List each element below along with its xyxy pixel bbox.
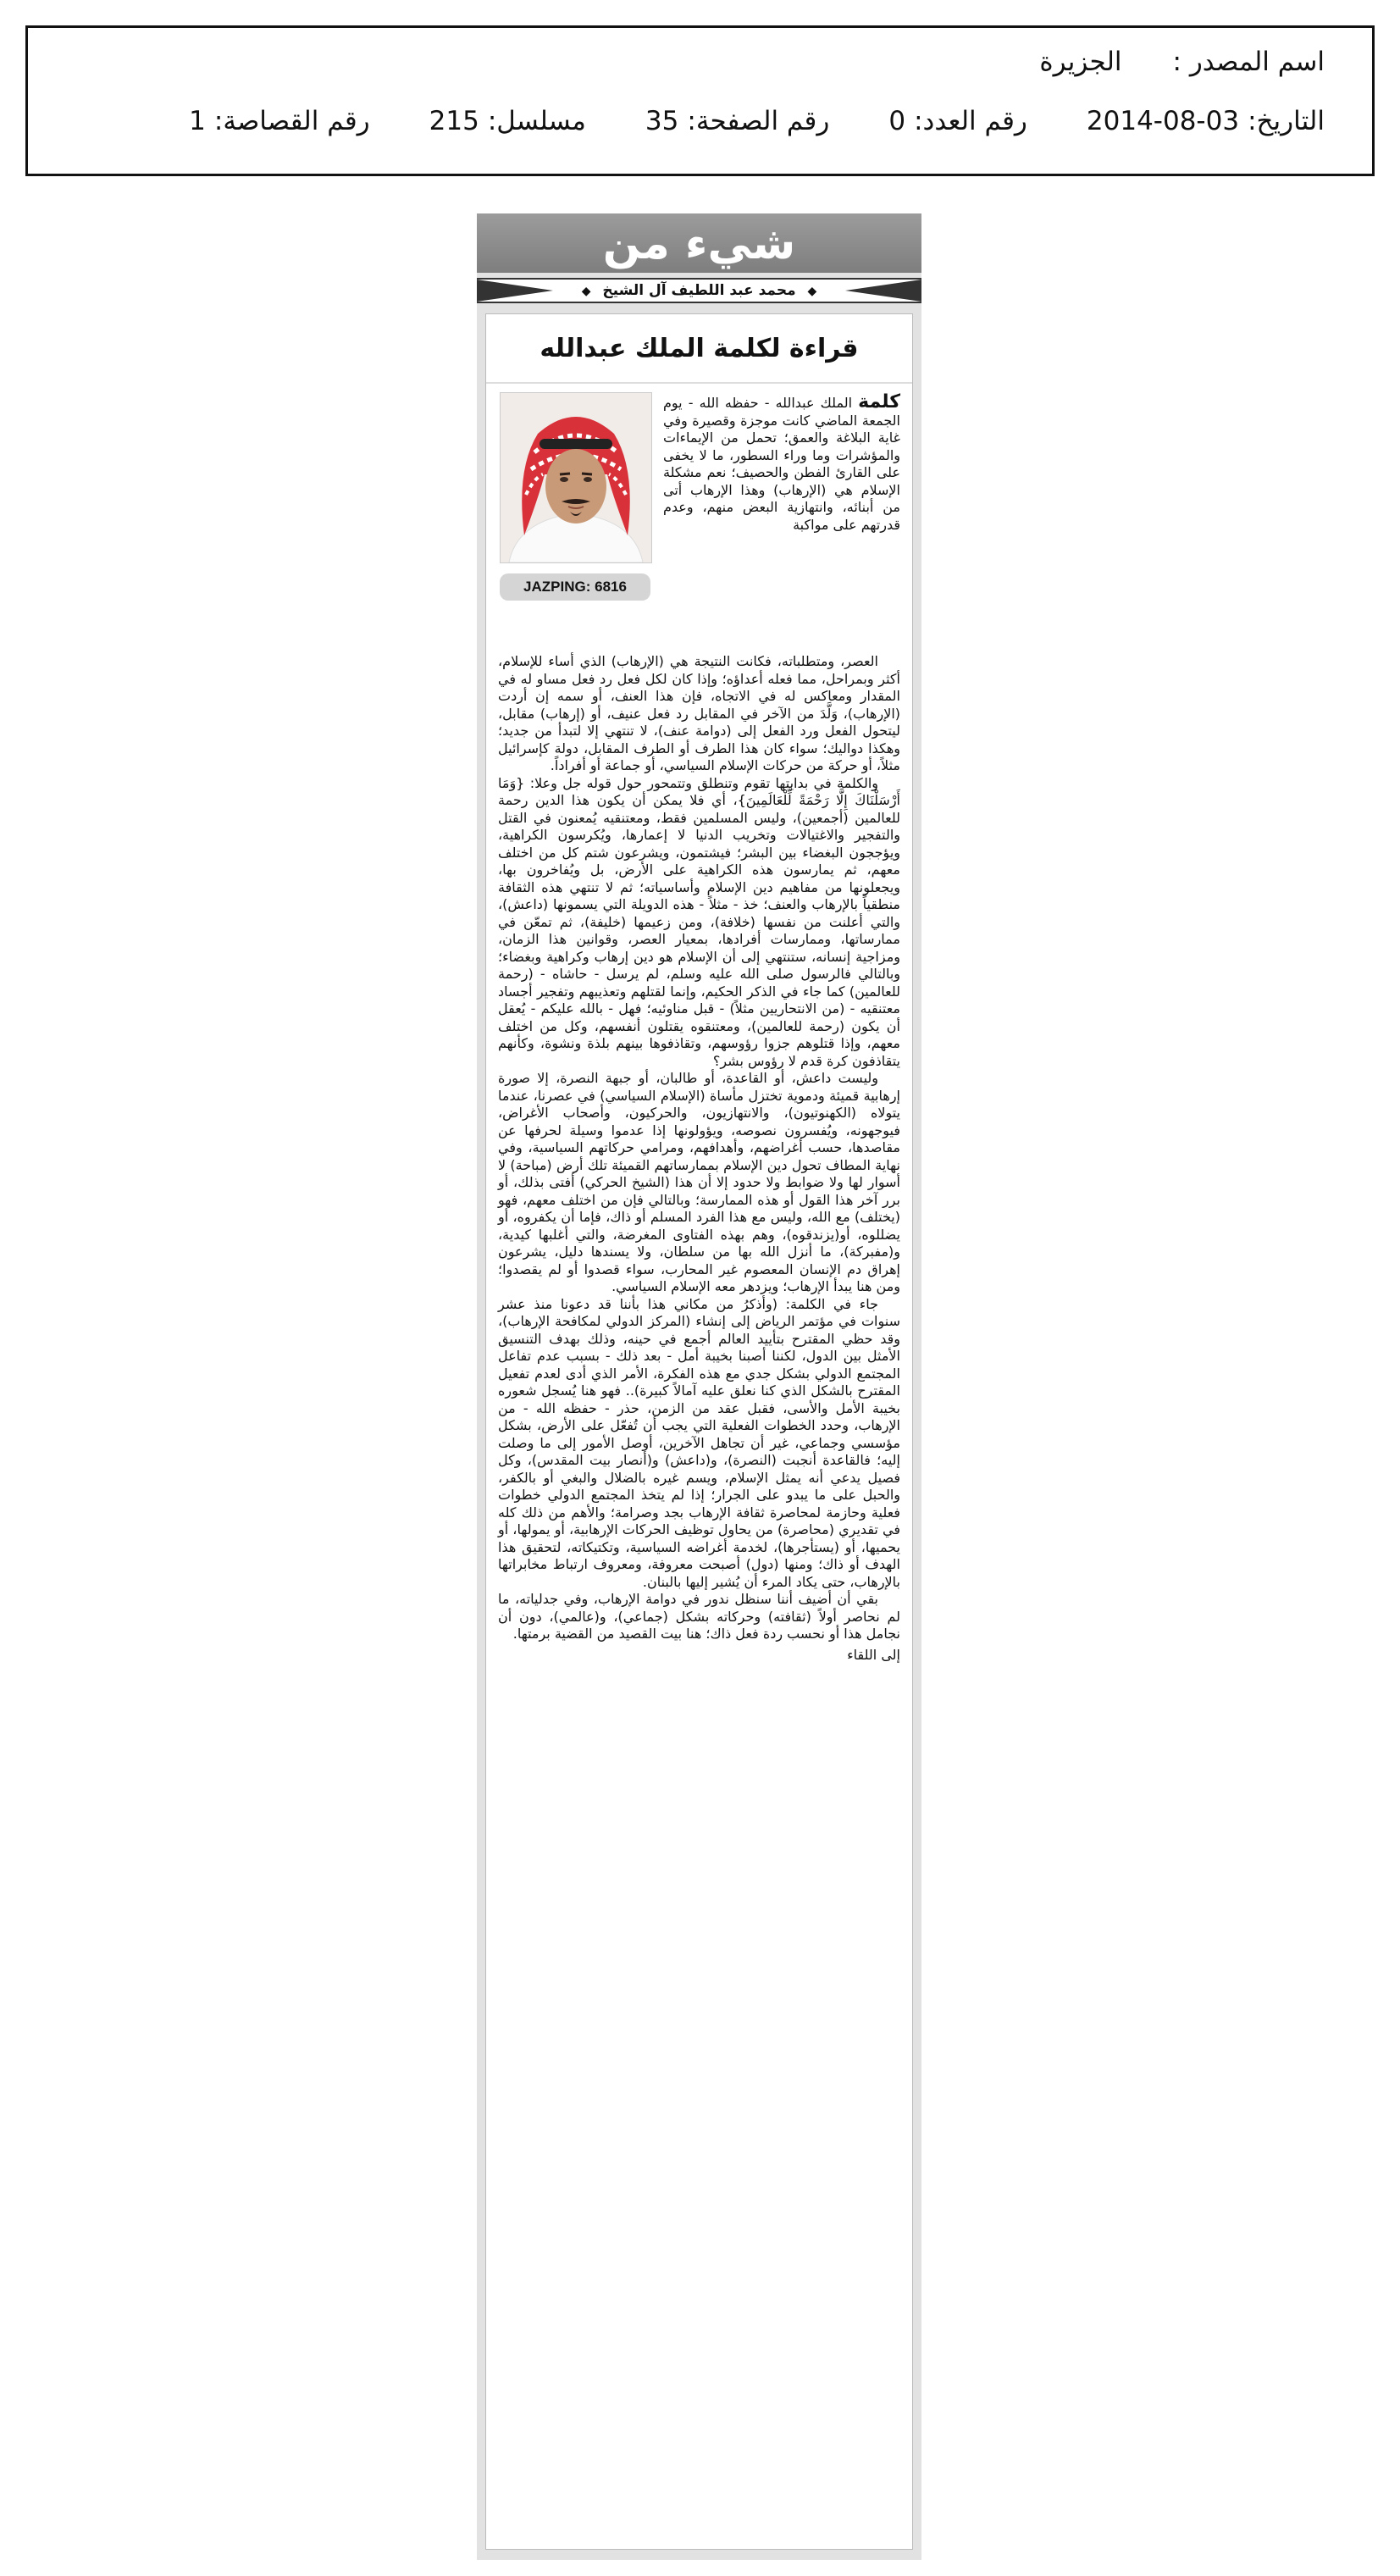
diamond-icon: ◆ [581,285,591,298]
source-value: الجزيرة [1039,47,1122,77]
serial-label: مسلسل: [487,106,586,136]
paragraph: جاء في الكلمة: (وأذكرُ من مكاني هذا بأننا قد دعونا منذ عشر سنوات في مؤتمر الرياض إلى إنشاء (المركز الدولي لمكافحة الإرهاب)، وقد حظي المقترح بتأييد العالم أجمع في حينه، وذلك بهدف التنسيق الأمثل بين الدول، لكننا أصبنا بخيبة أمل - بعد ذلك - بسبب عدم تفاعل المجتمع الدولي بشكل جدي مع هذه الفكرة، الأمر الذي أدى لعدم تفعيل المقترح بالشكل الذي كنا نعلق عليه آمالاً كبيرة).. فهو هنا يُسجل شعوره بخيبة الأمل والأسى، فقبل عقد من الزمن، حذر - حفظه الله - من الإرهاب، وحدد الخطوات الفعلية التي يجب أن تُفعّل على الأرض، بشكل مؤسسي وجماعي، غير أن تجاهل الآخرين، أوصل الأمور إلى ما وصلت إليه؛ فالقاعدة أنجبت (النصرة)، و(داعش) و(أنصار بيت المقدس)، وكل فصيل يدعي أنه يمثل الإسلام، ويسم غيره بالضلال والبغي أو بالكفر، والحبل على ما يبدو على الجرار؛ إذا لم يتخذ المجتمع الدولي خطوات فعلية وحازمة لمحاصرة ثقافة الإرهاب بجد وصرامة؛ والأهم من ذلك كله في تقديري (محاصرة) من يحاول توظيف الحركات الإرهابية، أو يمولها، أو يحميها، أو (يستأجرها)، لخدمة أغراضه السياسية، وتكتيكاته، لتحقيق هذا الهدف أو ذاك؛ ومنها (دول) أصبحت معروفة، ومعروف ارتباط مخابراتها بالإرهاب، حتى يكاد المرء أن يُشير إليها بالبنان. [498,1295,900,1590]
author-byline [477,280,921,302]
article-headline: قراءة لكلمة الملك عبدالله [486,314,912,384]
date-value: 2014-08-03 [1086,106,1240,136]
metadata-row-source [75,47,1325,77]
metadata-row-details [75,106,1325,136]
source-label: اسم المصدر : [1172,47,1325,77]
article-text [498,653,900,1664]
clip-number-label: رقم القصاصة: [213,106,370,136]
jazping-id-badge: JAZPING: 6816 [500,573,650,601]
serial-value: 215 [429,106,479,136]
author-name: محمد عبد اللطيف آل الشيخ [602,282,796,299]
lead-kicker: كلمة [858,391,900,413]
paragraph: وليست داعش، أو القاعدة، أو طالبان، أو جبهة النصرة، إلا صورة إرهابية قميئة ودموية تختزل مأساة (الإسلام السياسي) في عصرنا، عندما يتولاه (الكهنوتيون)، والانتهازيون، والحركيون، وأصحاب الأغراض، فيوجهونه، ويُفسرون نصوصه، ويؤولونها إذا عدموا وسيلة لحرفها عن مقاصدها، حسب أغراضهم، وأهدافهم، ومرامي حركاتهم السياسية، وفي نهاية المطاف تحول دين الإسلام بممارساتهم القميئة تلك أرض (مباحة) لا أسوار لها ولا ضوابط ولا حدود إلا أن هذا (الشيخ الحركي) أفتى بذلك، أو برر آخر هذا القول أو هذه الممارسة؛ وبالتالي فإن من اختلف معهم، فهو (يختلف) مع الله، وليس مع هذا الفرد المسلم أو ذاك، فإما أن يكفروه، أو يضللوه، أو(يزندقوه)، وهم بهذه الفتاوى المغرضة، والتي أغلبها كيدية، و(مفبركة)، ما أنزل الله بها من سلطان، ولا يسندها دليل، يشرعون إهراق دم الإنسان المعصوم غير المحارب، سواء قصدوا أو لم يقصدوا؛ ومن هنا يبدأ الإرهاب؛ ويزدهر معه الإسلام السياسي. [498,1070,900,1294]
paragraph: العصر، ومتطلباته، فكانت النتيجة هي (الإرهاب) الذي أساء للإسلام، أكثر وبمراحل، مما فعله أعداؤه؛ وإذا كان لكل فعل رد فعل مساو له في المقدار ومعاكس له في الاتجاه، فإن هذا العنف، أو سمه إن أردت (الإرهاب)، وَلَّدَ من الآخر في المقابل رد فعل عنيف، أو (إرهاب) مقابل، ليتحول الفعل ورد الفعل إلى (دوامة عنف)، لا تنتهي إلا لتبدأ من جديد؛ وهكذا دواليك؛ سواء كان هذا الطرف أو الطرف المقابل، دولة كإسرائيل مثلاً، أو حركة من حركات الإسلام السياسي، أو جماعة أو أفراداً. [498,653,900,773]
issue-label: رقم العدد: [914,106,1027,136]
issue-value: 0 [888,106,906,136]
author-portrait-icon [501,393,651,562]
article-lead [663,391,900,534]
diamond-icon: ◆ [807,285,817,298]
clip-number-value: 1 [189,106,206,136]
newspaper-clipping [477,213,921,2560]
page-value: 35 [645,106,679,136]
lead-paragraph: الملك عبدالله - حفظه الله - يوم الجمعة الماضي كانت موجزة وقصيرة وفي غاية البلاغة والعمق؛ تحمل من الإيماءات والمؤشرات وما وراء السطور، ما لا يخفى على القارئ الفطن والحصيف؛ نعم مشكلة الإسلام هي (الإرهاب) وهذا الإرهاب أتى من أبنائه، وانتهازية البعض منهم، وعدم قدرتهم على مواكبة [663,395,900,533]
article-body-panel [485,313,913,2550]
clipping-metadata-box [25,25,1375,176]
author-photo [500,392,652,563]
article-signoff: إلى اللقاء [847,1646,900,1663]
column-banner: شيء من [477,213,921,273]
page-label: رقم الصفحة: [687,106,830,136]
paragraph: والكلمة في بدايتها تقوم وتنطلق وتتمحور حول قوله جل وعلا: {وَمَا أَرْسَلْنَاكَ إِلَّا رَحْمَةً لِّلْعَالَمِينَ}، أي فلا يمكن أن يكون هذا الدين رحمة للعالمين (أجمعين)، وليس المسلمين فقط، ومعتنقيه يُمعنون في القتل والتفجير والاغتيالات وتخريب الدنيا لا إعمارها، ويُكرسون الكراهية، ويؤججون البغضاء بين البشر؛ فيشتمون، ويشرعون شتم كل من اختلف معهم، ثم يمارسون هذه الكراهية على الأرض، بل ويُفاخرون بها، ويجعلونها من مفاهيم دين الإسلام وأساسياته؛ ثم لا تنتهي هذه الثقافة منطقياً بالإرهاب والعنف؛ خذ - مثلاً - هذه الدويلة التي يسمونها (داعش)، والتي أعلنت من نفسها (خلافة)، ومن زعيمها (خليفة)، ثم تمعّن في ممارساتها، وممارسات أفرادها، بمعيار العصر، وقوانين هذا الزمان، ومزاجية إنسانه، ستنتهي إلى أن الإسلام هو دين إرهاب وكراهية وبغضاء؛ وبالتالي فالرسول صلى الله عليه وسلم، لم يرسل - حاشاه - (رحمة للعالمين) كما جاء في الذكر الحكيم، وإنما لقتلهم وتعذيبهم وتفجير أجساد معتنقيه - (من الانتحاريين مثلاً) - قبل مناوئيه؛ فهل - بالله عليكم - يُعقل أن يكون (رحمة للعالمين)، ومعتنقوه يقتلون أنفسهم، وكل من اختلف معهم، وإذا قتلوهم جزوا رؤوسهم، وتقاذفوها بينهم بلذة ونشوة، وكأنهم يتقاذفون كرة قدم لا رؤوس بشر؟ [498,774,900,1069]
byline-bar [477,278,921,303]
date-label: التاريخ: [1248,106,1325,136]
paragraph: بقي أن أضيف أننا سنظل ندور في دوامة الإرهاب، وفي جدلياته، ما لم نحاصر أولاً (ثقافته) وحركاته بشكل (جماعي)، و(عالمي)، دون أن نجامل هذا أو نحسب ردة فعل ذاك؛ هنا بيت القصيد من القضية برمتها. [498,1591,900,1642]
